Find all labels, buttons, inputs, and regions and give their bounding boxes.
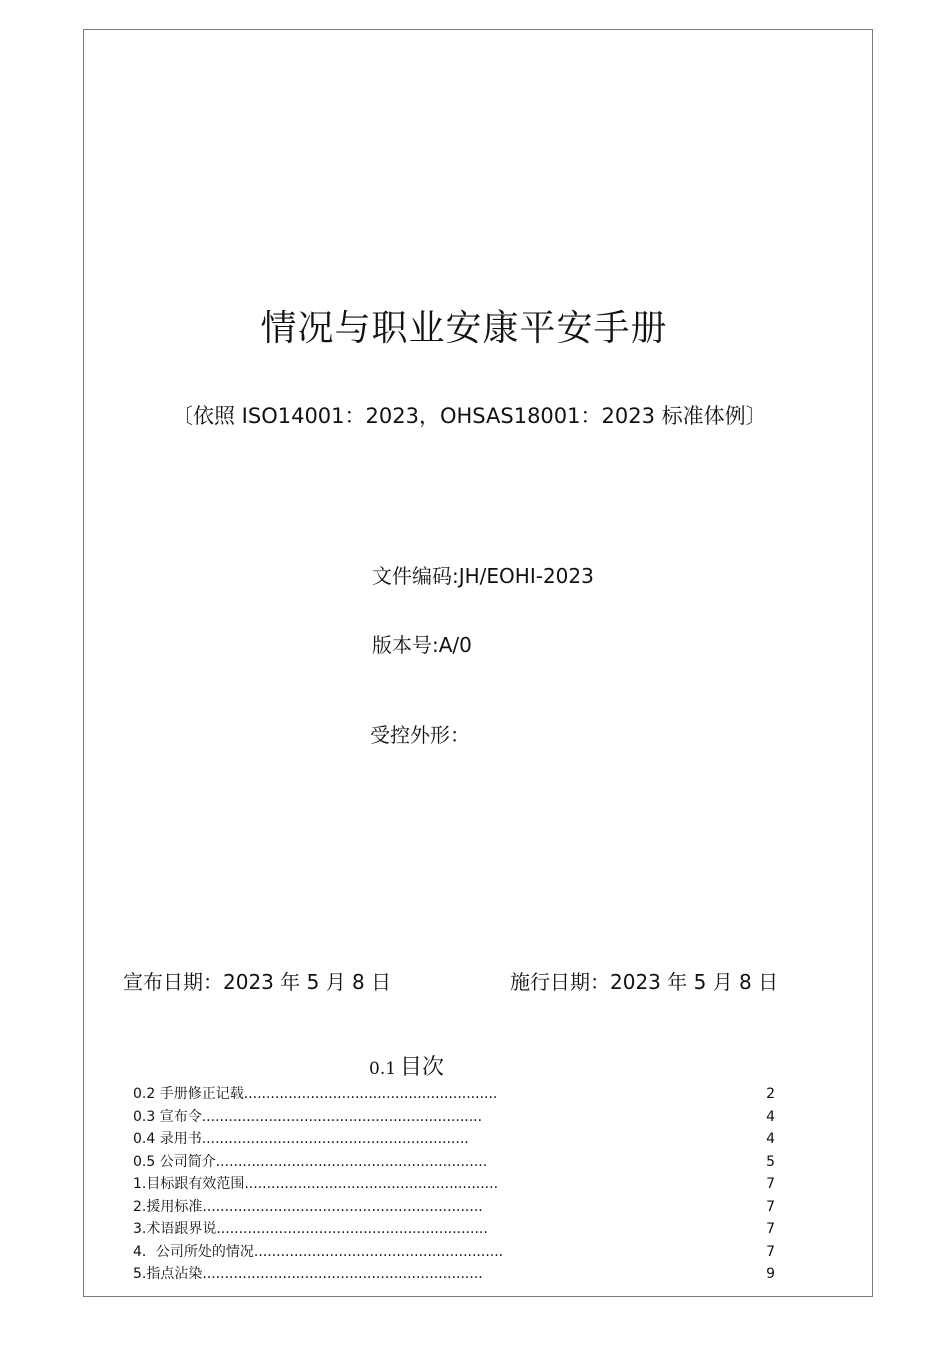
toc-entry[interactable] bbox=[133, 1241, 775, 1264]
toc-entry[interactable] bbox=[133, 1173, 775, 1196]
toc-entry[interactable] bbox=[133, 1151, 775, 1174]
toc-entry-label: 4．公司所处的情况........................................................ bbox=[133, 1243, 504, 1260]
toc-entry-page: 7 bbox=[766, 1176, 775, 1192]
toc-entry-label: 2.援用标准............................................................... bbox=[133, 1198, 483, 1215]
toc-entry-label: 3.术语跟界说............................................................. bbox=[133, 1221, 488, 1237]
toc-entry-label: 1.目标跟有效范围......................................................... bbox=[133, 1176, 499, 1192]
toc-entry[interactable] bbox=[133, 1218, 775, 1241]
toc-entry-page: 5 bbox=[766, 1153, 775, 1170]
table-of-contents bbox=[133, 1083, 775, 1286]
toc-entry-page: 7 bbox=[766, 1243, 775, 1260]
toc-entry-page: 7 bbox=[766, 1221, 775, 1237]
toc-entry[interactable] bbox=[133, 1196, 775, 1219]
toc-heading-text: 目次 bbox=[400, 1055, 445, 1080]
toc-entry[interactable] bbox=[133, 1263, 775, 1286]
toc-entry-page: 4 bbox=[766, 1108, 775, 1125]
toc-entry-page: 2 bbox=[766, 1086, 775, 1102]
toc-entry[interactable] bbox=[133, 1083, 775, 1106]
toc-entry-label: 0.5 公司简介............................................................. bbox=[133, 1153, 488, 1170]
toc-entry[interactable] bbox=[133, 1128, 775, 1151]
toc-entry-label: 0.2 手册修正记载......................................................... bbox=[133, 1086, 498, 1102]
document-subtitle: 〔依照 ISO14001：2023，OHSAS18001：2023 标准体例〕 bbox=[172, 404, 767, 428]
version-number: 版本号:A/0 bbox=[372, 633, 472, 657]
toc-heading bbox=[369, 1050, 444, 1081]
toc-entry-label: 0.3 宣布令............................................................... bbox=[133, 1108, 483, 1125]
toc-entry-page: 7 bbox=[766, 1198, 775, 1215]
document-title: 情况与职业安康平安手册 bbox=[260, 308, 668, 349]
toc-entry[interactable] bbox=[133, 1106, 775, 1129]
issue-date: 宣布日期：2023 年 5 月 8 日 bbox=[123, 970, 392, 994]
file-code: 文件编码:JH/EOHI-2023 bbox=[372, 564, 594, 588]
toc-entry-page: 9 bbox=[766, 1266, 775, 1282]
toc-entry-label: 0.4 录用书............................................................ bbox=[133, 1131, 469, 1147]
effective-date: 施行日期：2023 年 5 月 8 日 bbox=[510, 970, 779, 994]
controlled-status: 受控外形： bbox=[370, 723, 470, 747]
toc-heading-number: 0.1 bbox=[369, 1059, 397, 1079]
toc-entry-page: 4 bbox=[766, 1131, 775, 1147]
toc-entry-label: 5.指点沾染............................................................... bbox=[133, 1266, 483, 1282]
